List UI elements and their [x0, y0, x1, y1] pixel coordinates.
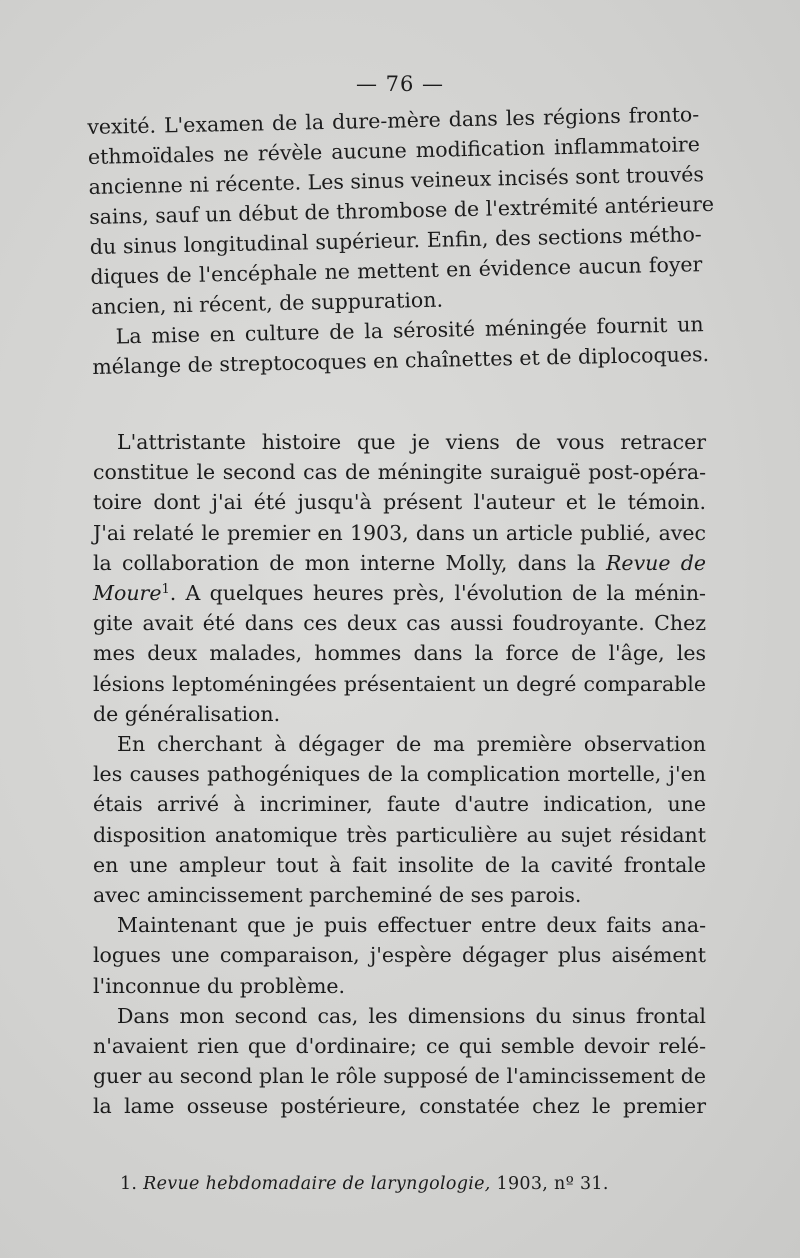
text-line: Dans mon second cas, les dimensions du sinus frontal — [117, 1003, 706, 1028]
text-line: En cherchant à dégager de ma première observation — [117, 732, 706, 757]
text-line: guer au second plan le rôle supposé de l'amincissement de — [93, 1064, 707, 1089]
footnote — [120, 1174, 609, 1194]
page-number: — 76 — — [355, 72, 445, 96]
text-line: J'ai relaté le premier en 1903, dans un article publié, avec — [93, 520, 706, 545]
text-line: avec amincissement parcheminé de ses parois. — [93, 883, 582, 908]
text-line: étais arrivé à incriminer, faute d'autre indication, une — [93, 792, 706, 817]
text-line: ancien, ni récent, de suppuration. — [90, 287, 444, 319]
text-line: la lame osseuse postérieure, constatée chez le premier — [93, 1094, 706, 1119]
text-line: de généralisation. — [93, 701, 281, 726]
text-line: mélange de streptocoques en chaînettes et de diplocoques. — [92, 342, 710, 379]
main-text-block — [93, 427, 706, 1122]
text-line: logues une comparaison, j'espère dégager plus aisément — [93, 943, 706, 968]
text-line: constitue le second cas de méningite suraiguë post-opéra- — [93, 460, 706, 485]
text-line: les causes pathogéniques de la complication mortelle, j'en — [93, 762, 706, 787]
footnote-ref: 1 — [161, 582, 170, 598]
footnote-title: Revue hebdomadaire de laryngologie, — [143, 1174, 491, 1194]
footnote-number: 1. — [120, 1174, 138, 1194]
text-line: diques de l'encéphale ne mettent en évidence aucun foyer — [90, 252, 703, 289]
text-line: disposition anatomique très particulière au sujet résidant — [93, 822, 706, 847]
text-line: gite avait été dans ces deux cas aussi foudroyante. Chez — [93, 611, 706, 636]
text-line: lésions leptoméningées présentaient un degré comparable — [93, 671, 706, 696]
text-line: Maintenant que je puis effectuer entre deux faits ana- — [117, 913, 706, 938]
text-line: La mise en culture de la sérosité méningée fournit un — [115, 312, 704, 349]
text-line: sains, sauf un début de thrombose de l'extrémité antérieure — [88, 191, 715, 229]
text-line: l'inconnue du problème. — [93, 973, 346, 998]
top-paragraph-block — [87, 99, 715, 382]
text-line: vexité. L'examen de la dure-mère dans les régions fronto- — [87, 102, 700, 139]
text-line: ethmoïdales ne révèle aucune modification inflammatoire — [87, 132, 701, 169]
text-line-with-footnote-ref — [93, 578, 706, 608]
text-line: n'avaient rien que d'ordinaire; ce qui semble devoir relé- — [93, 1034, 706, 1059]
text-line-with-italic — [93, 548, 706, 578]
text-line: du sinus longitudinal supérieur. Enfin, des sections métho- — [89, 222, 702, 259]
text-segment: la collaboration de mon interne Molly, dans la — [93, 550, 596, 575]
italic-moure: Moure — [93, 581, 162, 606]
text-line: L'attristante histoire que je viens de vous retracer — [117, 430, 706, 454]
text-line: en une ampleur tout à fait insolite de la cavité frontale — [93, 852, 706, 877]
text-line: toire dont j'ai été jusqu'à présent l'auteur et le témoin. — [93, 490, 706, 515]
text-line: ancienne ni récente. Les sinus veineux incisés sont trouvés — [88, 162, 705, 199]
italic-revue: Revue de — [606, 550, 706, 575]
footnote-details: 1903, nº 31. — [496, 1174, 609, 1194]
text-segment: . A quelques heures près, l'évolution de la ménin- — [169, 581, 706, 606]
text-line: mes deux malades, hommes dans la force de l'âge, les — [93, 641, 706, 666]
